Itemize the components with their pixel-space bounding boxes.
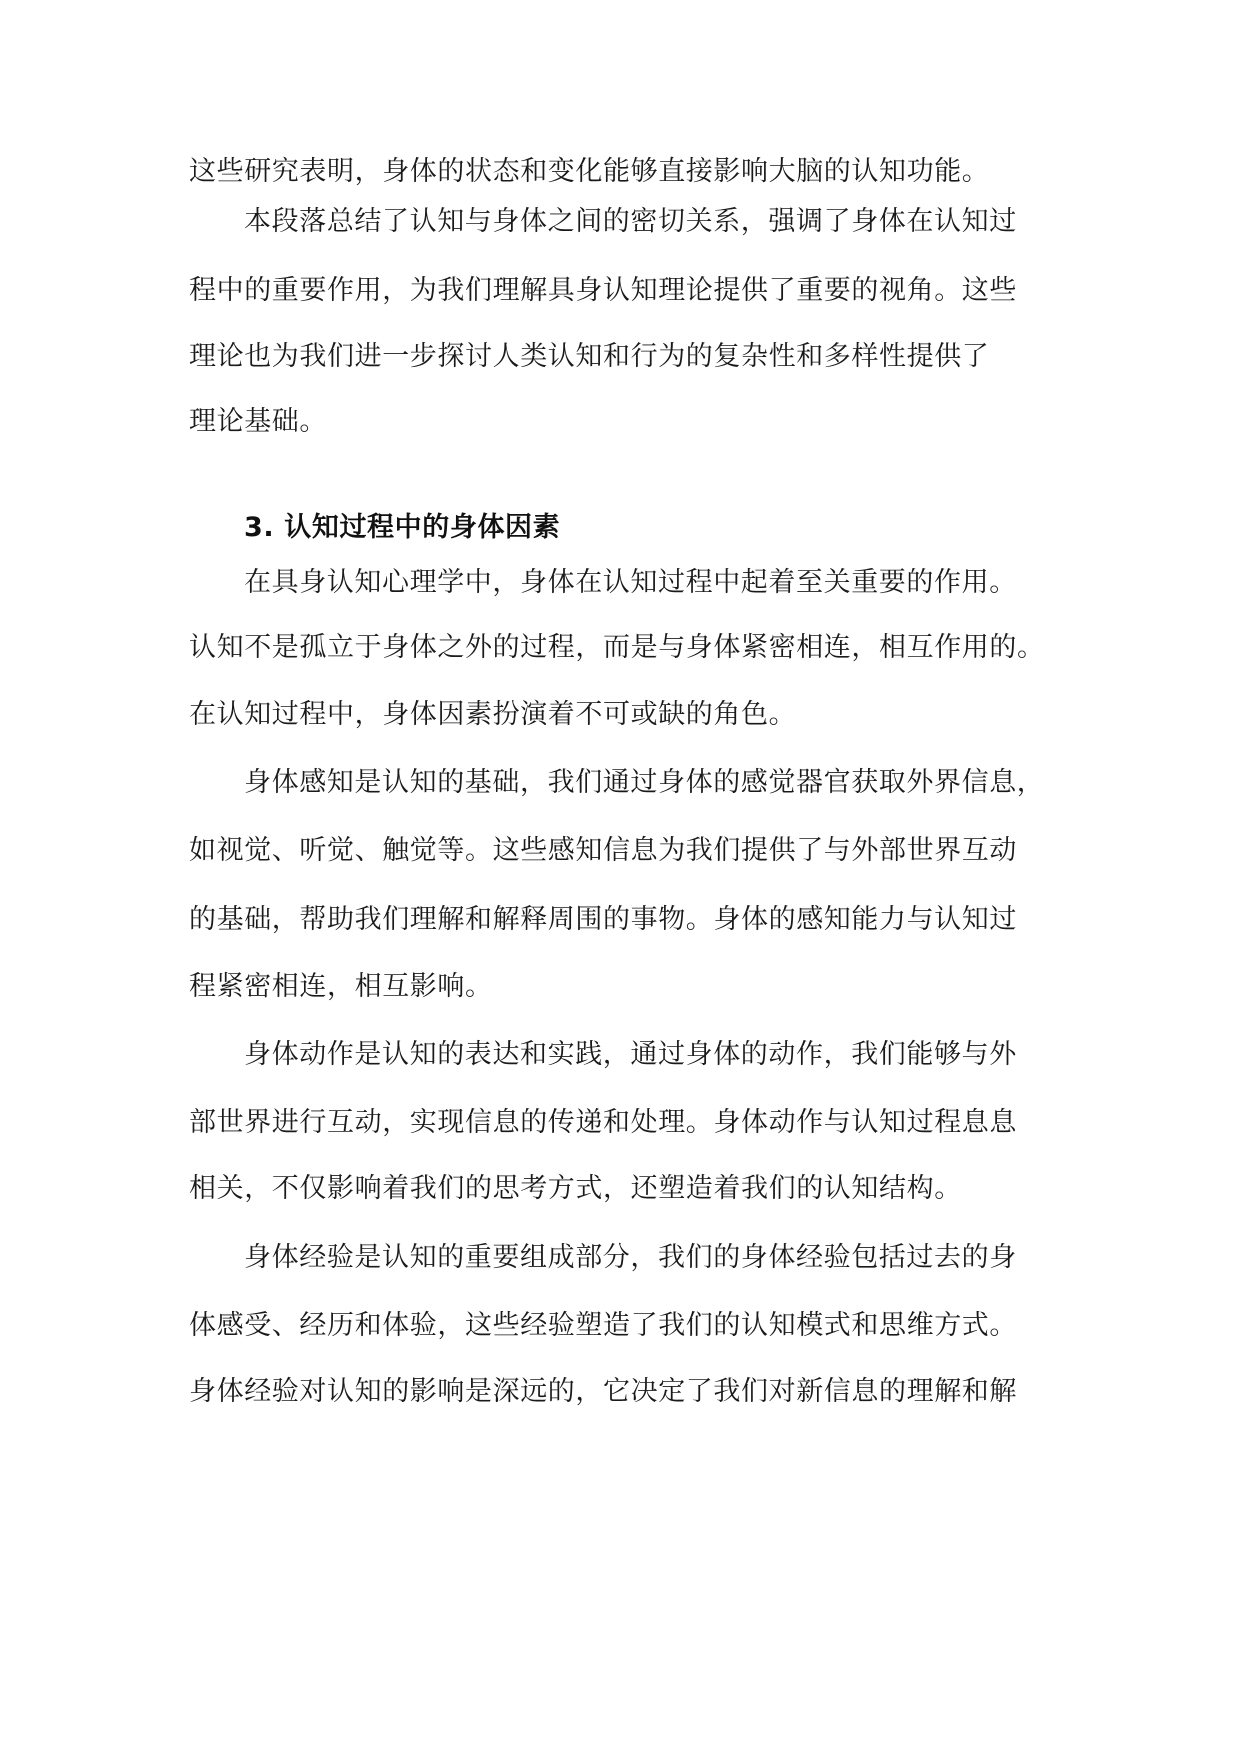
paragraph-first-line: 身体经验是认知的重要组成部分，我们的身体经验包括过去的身 bbox=[244, 1242, 1017, 1273]
text-line: 理论基础。 bbox=[189, 406, 327, 437]
text-line: 程中的重要作用，为我们理解具身认知理论提供了重要的视角。这些 bbox=[189, 275, 1017, 306]
text-line: 程紧密相连，相互影响。 bbox=[189, 971, 493, 1002]
text-line: 体感受、经历和体验，这些经验塑造了我们的认知模式和思维方式。 bbox=[189, 1310, 1017, 1341]
paragraph-first-line: 身体感知是认知的基础，我们通过身体的感觉器官获取外界信息， bbox=[244, 767, 1045, 798]
text-line: 在认知过程中，身体因素扮演着不可或缺的角色。 bbox=[189, 699, 797, 730]
text-line: 身体经验对认知的影响是深远的，它决定了我们对新信息的理解和解 bbox=[189, 1376, 1017, 1407]
text-line: 理论也为我们进一步探讨人类认知和行为的复杂性和多样性提供了 bbox=[189, 341, 990, 372]
section-heading: 3. 认知过程中的身体因素 bbox=[244, 512, 561, 543]
paragraph-first-line: 本段落总结了认知与身体之间的密切关系，强调了身体在认知过 bbox=[244, 206, 1017, 237]
text-line: 这些研究表明，身体的状态和变化能够直接影响大脑的认知功能。 bbox=[189, 156, 990, 187]
text-line: 的基础，帮助我们理解和解释周围的事物。身体的感知能力与认知过 bbox=[189, 904, 1017, 935]
text-line: 部世界进行互动，实现信息的传递和处理。身体动作与认知过程息息 bbox=[189, 1107, 1017, 1138]
text-line: 相关，不仅影响着我们的思考方式，还塑造着我们的认知结构。 bbox=[189, 1173, 962, 1204]
paragraph-first-line: 身体动作是认知的表达和实践，通过身体的动作，我们能够与外 bbox=[244, 1039, 1017, 1070]
text-line: 认知不是孤立于身体之外的过程，而是与身体紧密相连，相互作用的。 bbox=[189, 632, 1045, 663]
paragraph-first-line: 在具身认知心理学中，身体在认知过程中起着至关重要的作用。 bbox=[244, 567, 1017, 598]
text-line: 如视觉、听觉、触觉等。这些感知信息为我们提供了与外部世界互动 bbox=[189, 835, 1017, 866]
